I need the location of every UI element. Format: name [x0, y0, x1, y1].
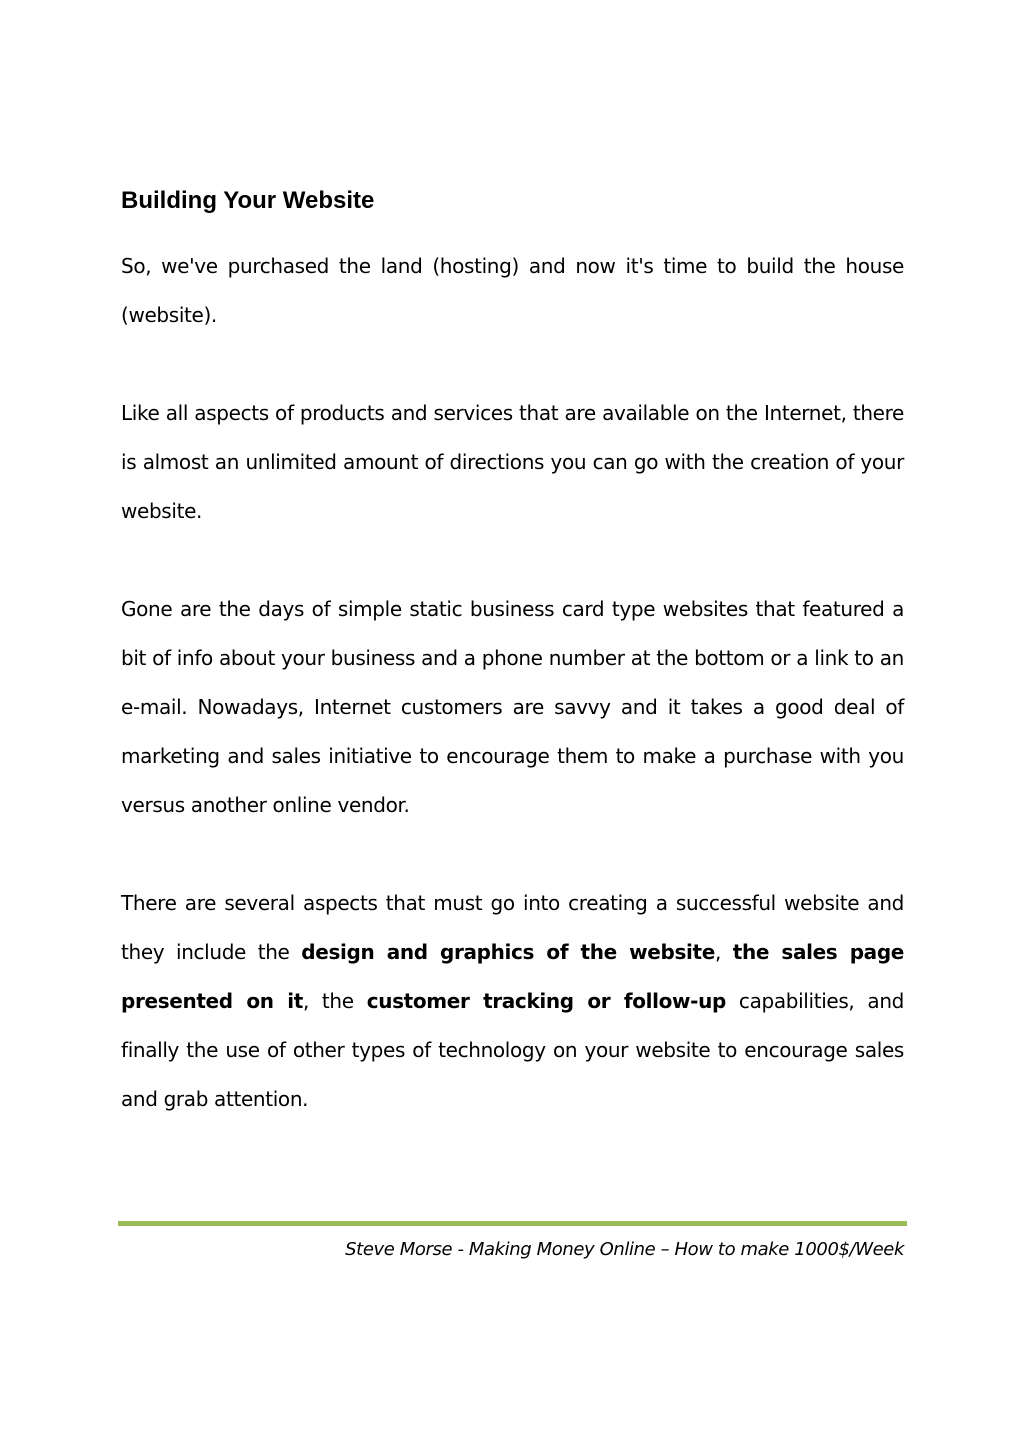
bold-text-run: the sales page presented on it [121, 940, 905, 1013]
text-run: capabilities, and finally the use of other types of technology on your website to encourage sales and grab attention. [121, 989, 904, 1111]
bold-text-run: customer tracking or follow-up [366, 989, 726, 1013]
paragraph [121, 389, 904, 536]
text-run: So, we've purchased the land (hosting) and now it's time to build the house (website). [121, 254, 904, 327]
body-content [121, 242, 904, 1124]
paragraph [121, 585, 904, 830]
page-heading: Building Your Website [121, 187, 375, 214]
footer-divider [118, 1221, 907, 1226]
text-run: , [714, 940, 733, 964]
bold-text-run: design and graphics of the website [301, 940, 715, 964]
paragraph [121, 242, 904, 340]
paragraph [121, 879, 904, 1124]
text-run: Gone are the days of simple static business card type websites that featured a bit of info about your business and a phone number at the bottom or a link to an e-mail. Nowadays, Internet customers are savvy and it takes a good deal of marketing and sales initiative to encourage them to make a purchase with you versus another online vendor. [121, 597, 904, 817]
text-run: Like all aspects of products and services that are available on the Internet, there is almost an unlimited amount of directions you can go with the creation of your website. [121, 401, 904, 523]
footer-caption: Steve Morse - Making Money Online – How to make 1000$/Week [345, 1239, 904, 1260]
text-run: , the [302, 989, 367, 1013]
text-run: There are several aspects that must go into creating a successful website and they include the [121, 891, 904, 964]
